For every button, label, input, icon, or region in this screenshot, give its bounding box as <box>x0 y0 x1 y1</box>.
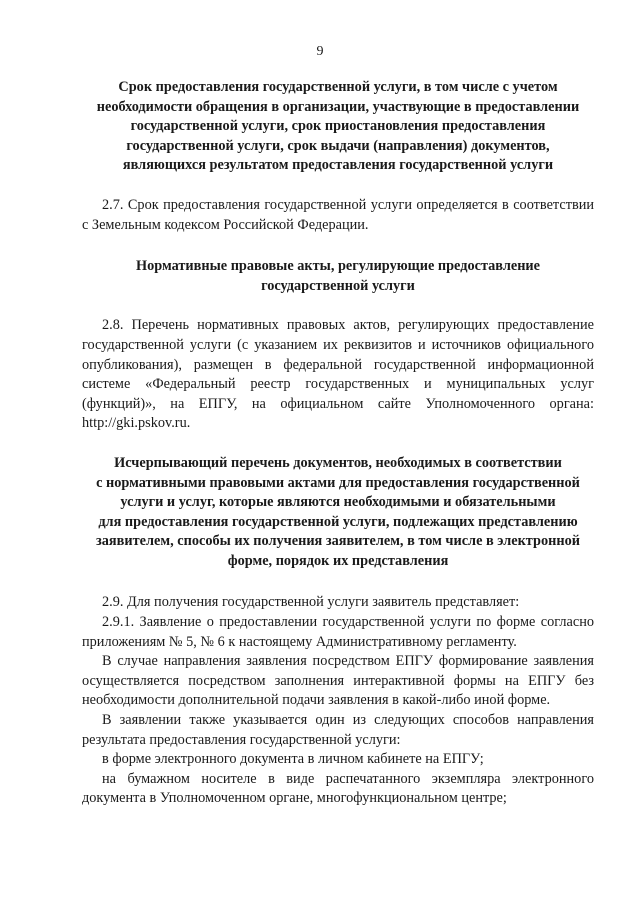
heading-line: государственной услуги, срок выдачи (направления) документов, <box>126 137 550 154</box>
heading-line: заявителем, способы их получения заявителем, в том числе в электронной <box>96 533 580 550</box>
paragraph-electronic-option: в форме электронного документа в личном кабинете на ЕПГУ; <box>102 751 484 768</box>
heading-line: услуги и услуг, которые являются необходимыми и обязательными <box>120 494 556 511</box>
heading-line: являющихся результатом предоставления государственной услуги <box>122 157 554 174</box>
heading-line: форме, порядок их представления <box>227 552 449 569</box>
paragraph-2-7: 2.7. Срок предоставления государственной услуги определяется в соответствии с Земельным кодексом Российской Федерации. <box>82 196 594 233</box>
heading-line: с нормативными правовыми актами для предоставления государственной <box>96 474 580 491</box>
paragraph-paper-option: на бумажном носителе в виде распечатанного экземпляра электронного документа в Уполномоченном органе, многофункциональном центре; <box>82 770 594 807</box>
paragraph-2-9: 2.9. Для получения государственной услуги заявитель представляет: <box>102 594 520 611</box>
heading-line: для предоставления государственной услуги, подлежащих представлению <box>98 513 578 530</box>
paragraph-2-8: 2.8. Перечень нормативных правовых актов, регулирующих предоставление государственной услуги (с указанием их реквизитов и источников официального опубликования), размещен в федеральной государственной информационной системе «Федеральный реестр государственных и муниципальных услуг (функций)», на ЕПГУ, на официальном сайте Уполномоченного органа: http://gki.pskov.ru. <box>82 317 594 432</box>
page-number: 9 <box>316 44 324 59</box>
heading-line: необходимости обращения в организации, участвующие в предоставлении <box>96 98 580 115</box>
heading-line: государственной услуги <box>261 277 415 294</box>
paragraph-epgu-submission: В случае направления заявления посредством ЕПГУ формирование заявления осуществляется посредством заполнения интерактивной формы на ЕПГУ без необходимости дополнительной подачи заявления в какой-либо иной форме. <box>82 653 594 709</box>
section-heading-documents-list <box>82 454 594 572</box>
paragraph-result-method: В заявлении также указывается один из следующих способов направления результата предоставления государственной услуги: <box>82 712 594 748</box>
heading-line: государственной услуги, срок приостановления предоставления <box>130 118 546 135</box>
heading-line: Срок предоставления государственной услуги, в том числе с учетом <box>118 79 558 95</box>
heading-line: Исчерпывающий перечень документов, необходимых в соответствии <box>114 454 562 471</box>
paragraph-2-9-1: 2.9.1. Заявление о предоставлении государственной услуги по форме согласно приложениям № 5, № 6 к настоящему Административному регламенту. <box>82 614 594 650</box>
document-body <box>82 78 594 809</box>
section-heading-legal-acts <box>82 257 594 296</box>
section-heading-service-term <box>82 78 594 176</box>
heading-line: Нормативные правовые акты, регулирующие предоставление <box>135 258 541 275</box>
